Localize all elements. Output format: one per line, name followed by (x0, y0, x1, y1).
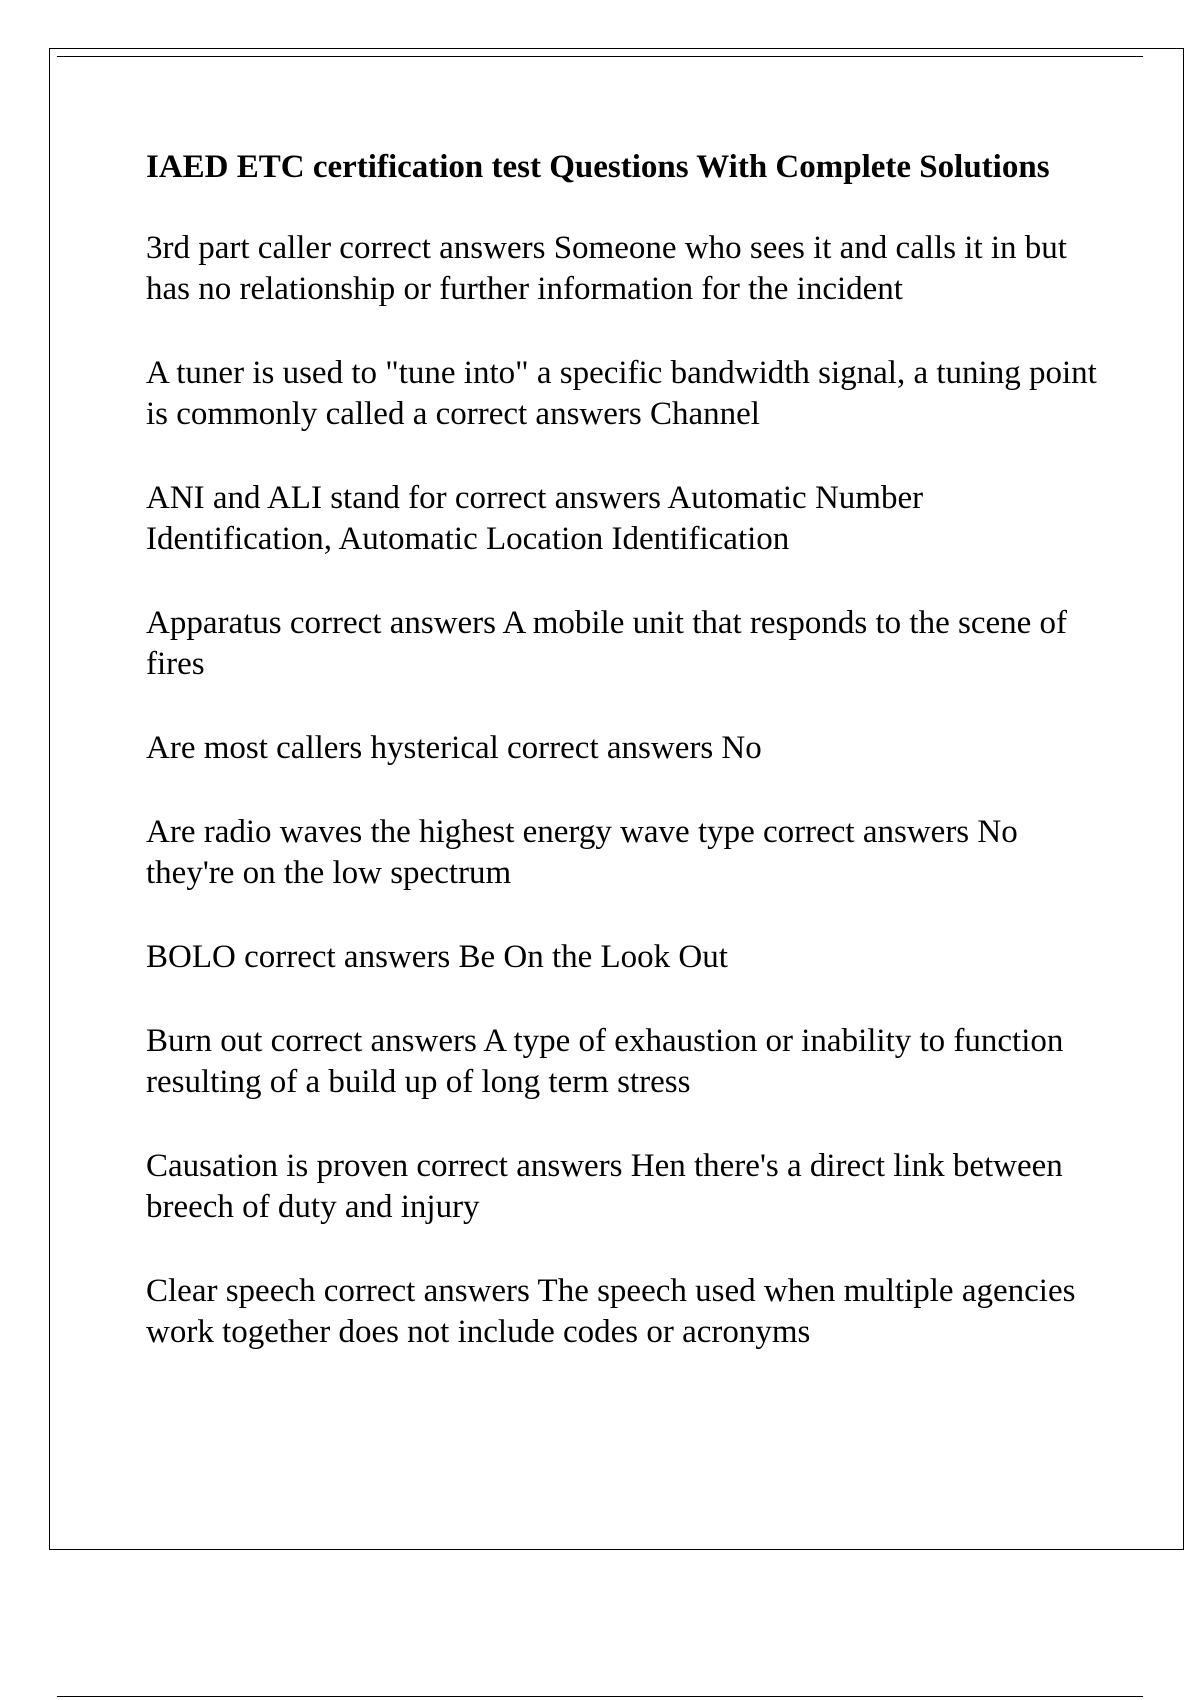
qa-item-radio-waves: Are radio waves the highest energy wave type correct answers No they're on the low spectrum (146, 814, 1018, 891)
bottom-rule (57, 1696, 1143, 1697)
qa-item-hysterical-callers: Are most callers hysterical correct answers No (146, 730, 762, 766)
qa-item-tuner-channel: A tuner is used to "tune into" a specific bandwidth signal, a tuning point is commonly called a correct answers Channel (146, 355, 1097, 432)
qa-item-burn-out: Burn out correct answers A type of exhaustion or inability to function resulting of a build up of long term stress (146, 1023, 1064, 1100)
top-rule (57, 56, 1143, 57)
qa-item-causation: Causation is proven correct answers Hen there's a direct link between breech of duty and injury (146, 1148, 1063, 1225)
document-title: IAED ETC certification test Questions With Complete Solutions (146, 149, 1050, 185)
qa-item-bolo: BOLO correct answers Be On the Look Out (146, 939, 728, 975)
qa-item-clear-speech: Clear speech correct answers The speech used when multiple agencies work together does not include codes or acronyms (146, 1273, 1076, 1350)
qa-item-apparatus: Apparatus correct answers A mobile unit that responds to the scene of fires (146, 605, 1068, 682)
qa-item-3rd-party-caller: 3rd part caller correct answers Someone who sees it and calls it in but has no relationship or further information for the incident (146, 230, 1067, 307)
qa-item-ani-ali: ANI and ALI stand for correct answers Automatic Number Identification, Automatic Location Identification (146, 480, 924, 557)
document-body (146, 146, 1106, 1396)
